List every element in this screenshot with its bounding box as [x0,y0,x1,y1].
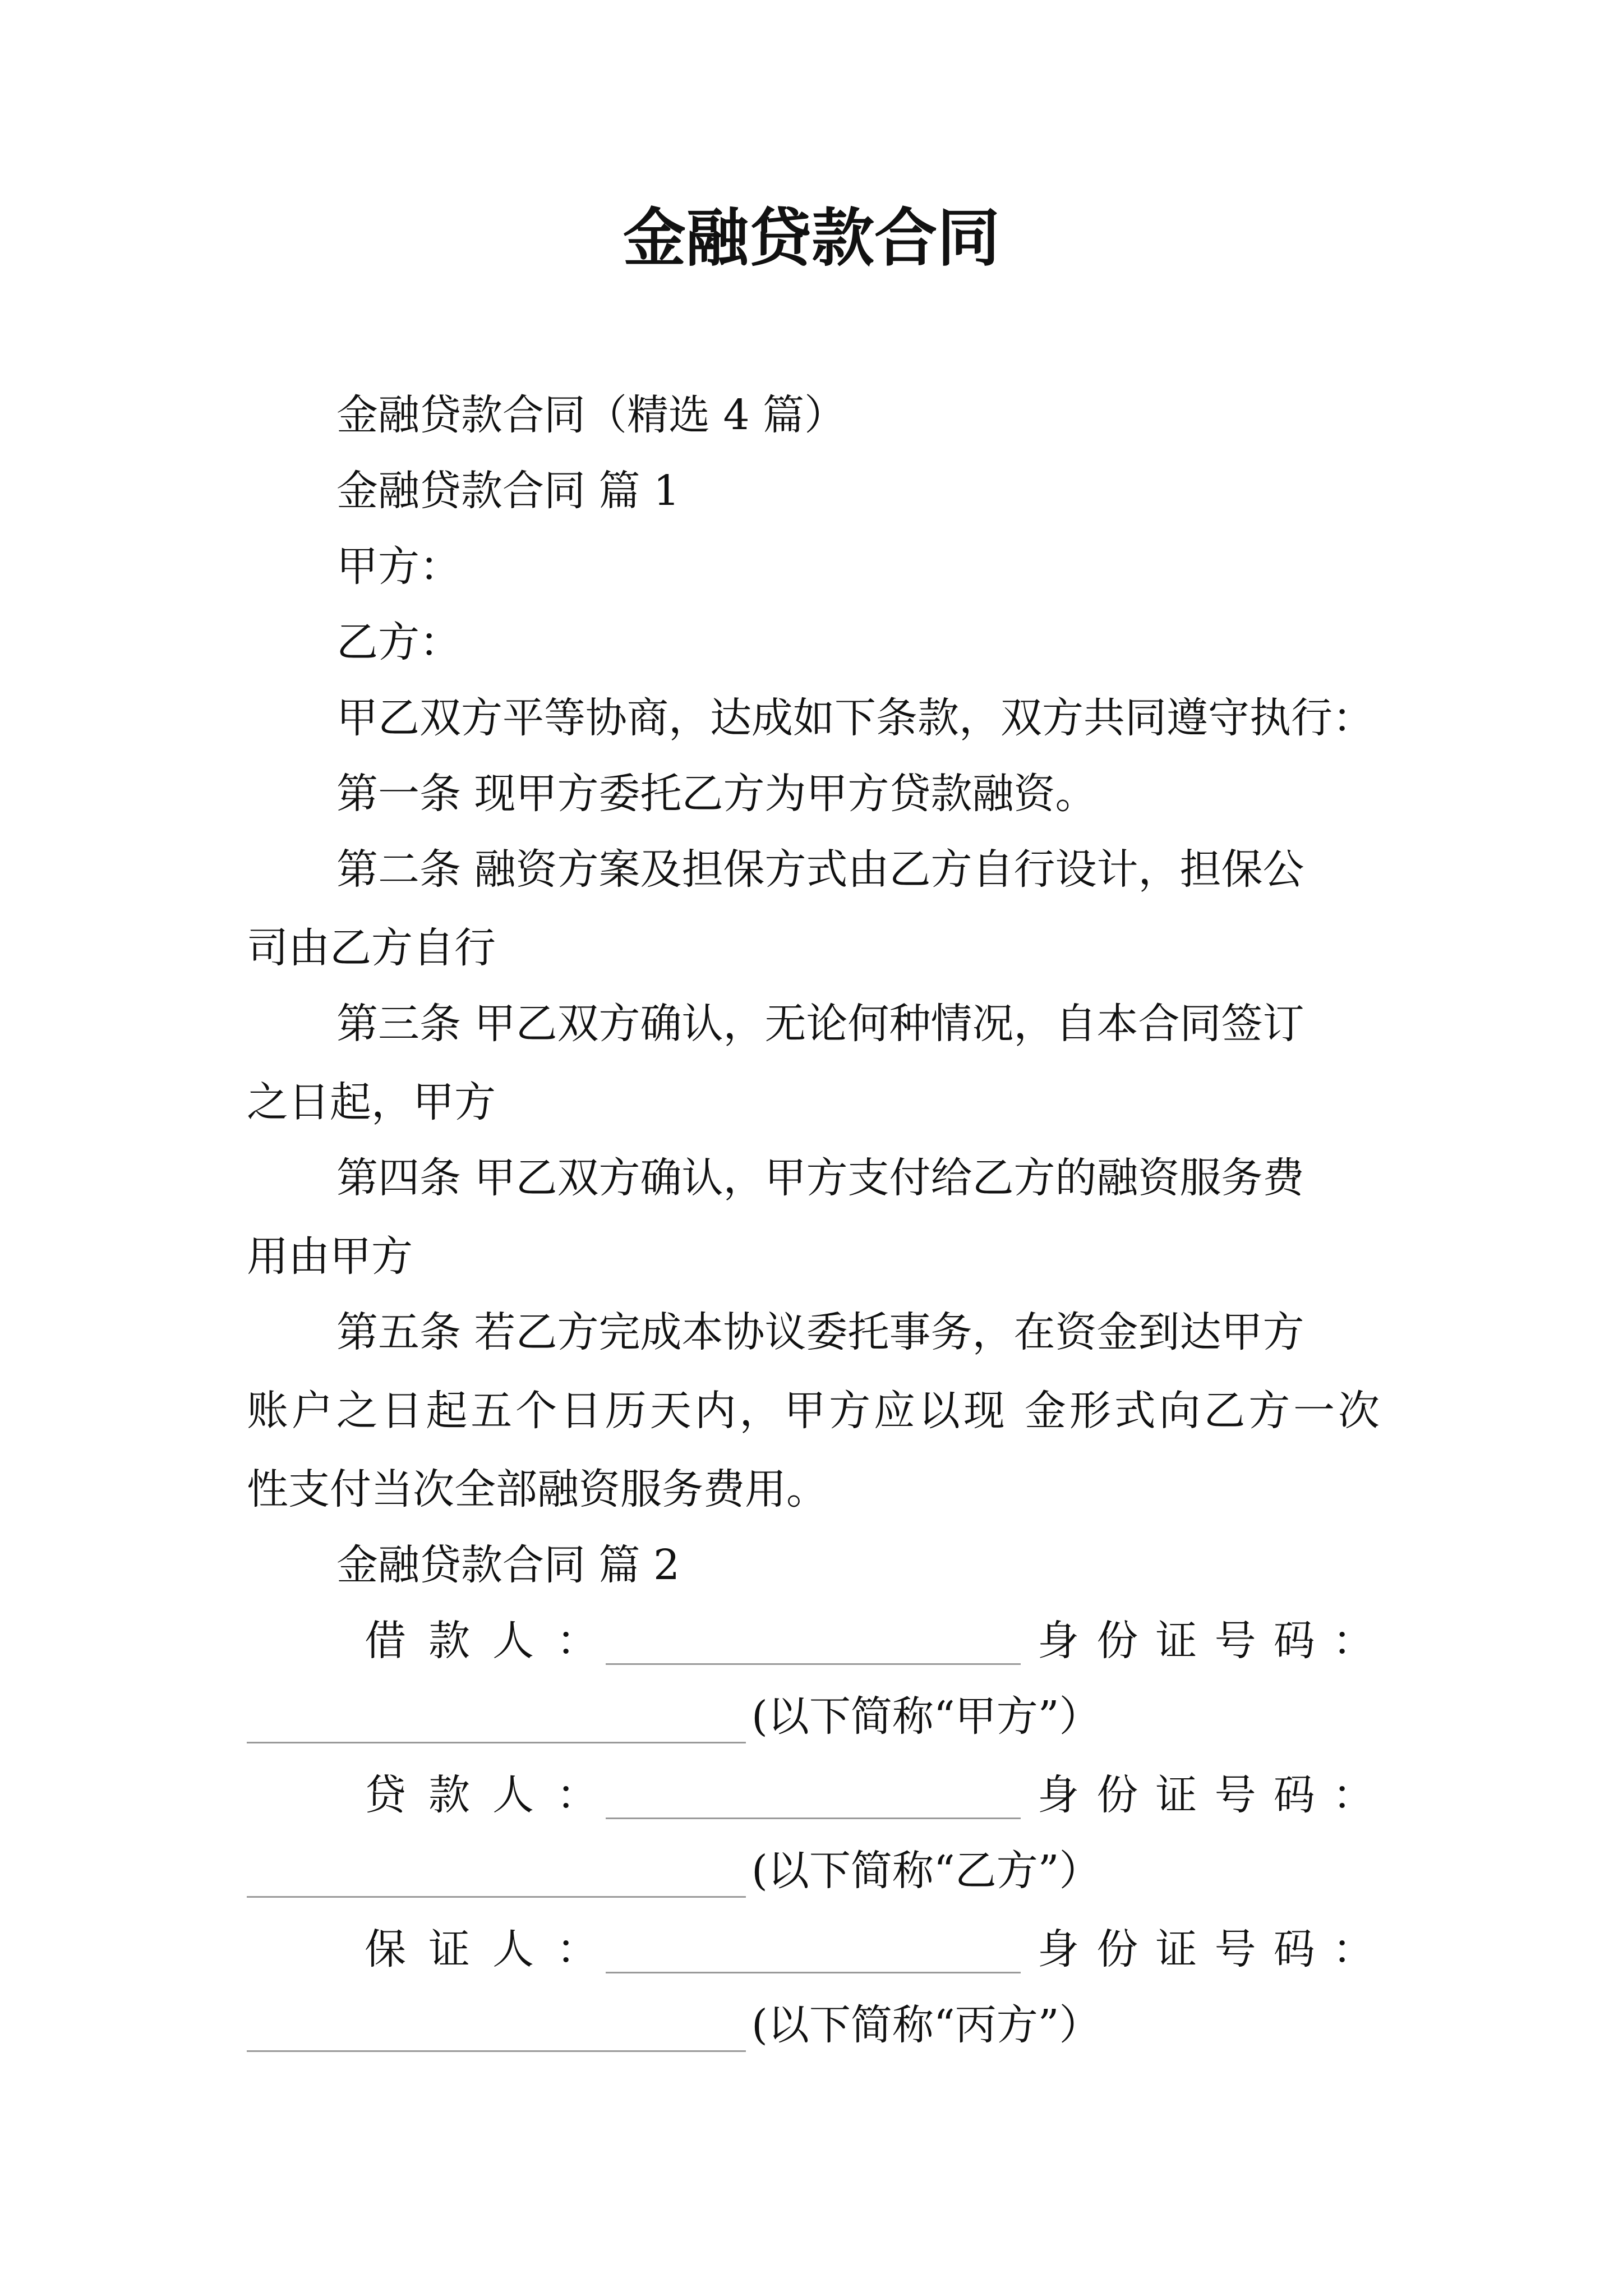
article-2-line-1: 第二条 融资方案及担保方式由乙方自行设计，担保公 [336,845,1304,894]
borrower-label: 借款人： [365,1617,620,1665]
article-3-line-1: 第三条 甲乙双方确认，无论何种情况，自本合同签订 [336,1000,1304,1048]
article-4-line-1: 第四条 甲乙双方确认，甲方支付给乙方的融资服务费 [336,1154,1304,1202]
party-b-line: 乙方： [336,618,461,666]
lender-abbr: (以下简称“乙方”） [751,1847,1101,1895]
part2-heading: 金融贷款合同 篇 2 [336,1541,680,1589]
borrower-id-blank[interactable] [247,1742,746,1743]
guarantor-label: 保证人： [365,1925,620,1973]
guarantor-abbr: (以下简称“丙方”） [751,2001,1101,2049]
article-3-line-2: 之日起，甲方 [247,1078,496,1126]
collection-title: 金融贷款合同（精选 4 篇） [336,391,846,439]
guarantor-id-label: 身份证号码： [1038,1925,1374,1973]
borrower-id-label: 身份证号码： [1038,1617,1374,1665]
article-2-line-2: 司由乙方自行 [247,924,496,972]
part1-heading: 金融贷款合同 篇 1 [336,467,680,515]
article-5-line-3: 性支付当次全部融资服务费用。 [247,1465,828,1513]
borrower-abbr: (以下简称“甲方”） [751,1692,1101,1741]
guarantor-name-blank[interactable] [606,1972,1021,1973]
article-1: 第一条 现甲方委托乙方为甲方贷款融资。 [336,770,1097,818]
party-a-line: 甲方： [336,542,461,591]
borrower-name-blank[interactable] [606,1663,1021,1665]
article-4-line-2: 用由甲方 [247,1232,413,1281]
guarantor-id-blank[interactable] [247,2050,746,2052]
lender-label: 贷款人： [365,1771,620,1819]
lender-id-label: 身份证号码： [1038,1771,1374,1819]
article-5-line-2: 账户之日起五个日历天内，甲方应以现 金形式向乙方一次 [247,1387,1380,1435]
preamble: 甲乙双方平等协商，达成如下条款，双方共同遵守执行： [336,694,1374,742]
lender-name-blank[interactable] [606,1818,1021,1819]
article-5-line-1: 第五条 若乙方完成本协议委托事务，在资金到达甲方 [336,1308,1304,1356]
lender-id-blank[interactable] [247,1896,746,1898]
document-title: 金融贷款合同 [623,201,1000,275]
